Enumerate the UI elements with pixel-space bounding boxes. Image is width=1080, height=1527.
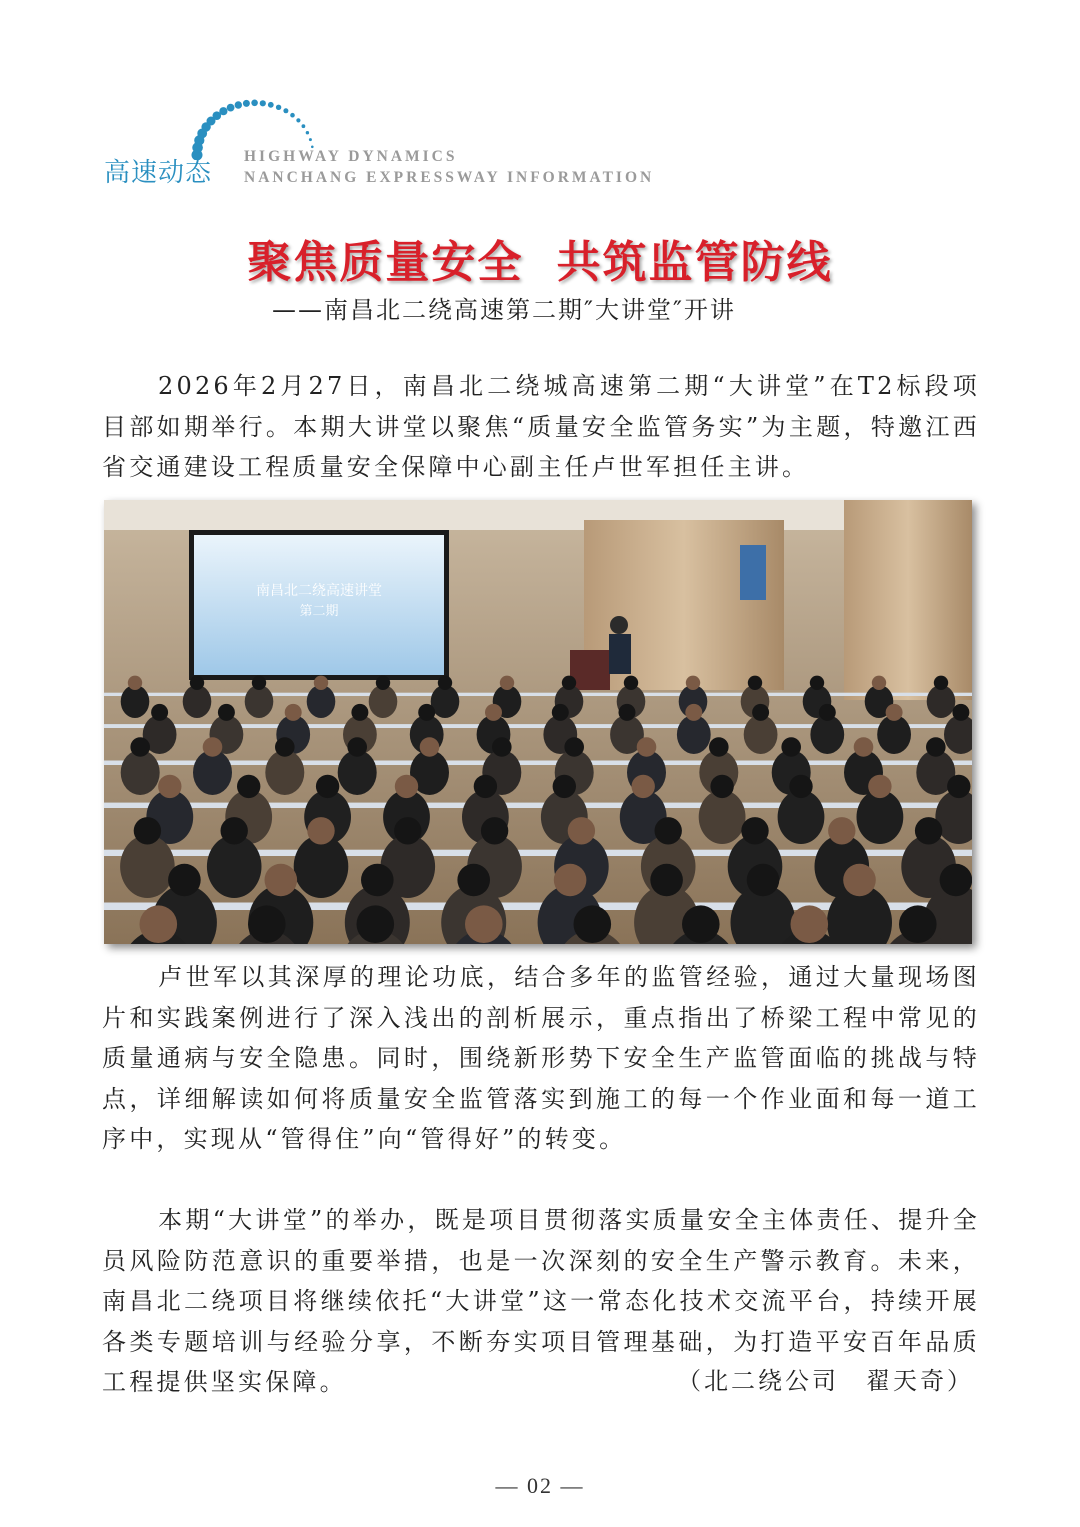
audience-member-head [481, 817, 508, 844]
audience-member-head [158, 775, 181, 798]
arc-dot [306, 131, 309, 134]
arc-dot [251, 100, 258, 107]
audience-member-head [218, 704, 235, 721]
audience-member-head [685, 704, 702, 721]
audience-member-head [868, 775, 891, 798]
audience-member-head [394, 817, 421, 844]
audience-member-head [134, 817, 161, 844]
audience-member-head [474, 775, 497, 798]
audience-member-head [564, 737, 584, 757]
audience-member-head [248, 905, 286, 943]
audience-member-head [237, 775, 260, 798]
audience-member-head [376, 676, 390, 690]
audience-member-head [357, 905, 395, 943]
audience-member-head [899, 905, 937, 943]
author-credit: （北二绕公司 翟天奇） [677, 1367, 974, 1395]
arc-dot [302, 124, 306, 128]
audience-member-head [203, 737, 223, 757]
audience-member-head [568, 817, 595, 844]
audience-member-head [710, 775, 733, 798]
audience-member-head [854, 737, 874, 757]
audience-member-head [789, 775, 812, 798]
paragraph-1 [102, 366, 980, 488]
audience-member-head [747, 864, 780, 897]
screen-text-2: 第二期 [299, 604, 339, 619]
audience-member-head [709, 737, 729, 757]
audience-member-head [947, 775, 970, 798]
audience-member-head [872, 676, 886, 690]
section-en-line-2: NANCHANG EXPRESSWAY INFORMATION [244, 169, 655, 186]
audience-member-head [151, 704, 168, 721]
audience-member-head [553, 775, 576, 798]
audience-member-head [485, 704, 502, 721]
audience-member-head [915, 817, 942, 844]
audience-member-head [926, 737, 946, 757]
paragraph-3-text: 本期“大讲堂”的举办，既是项目贯彻落实质量安全主体责任、提升全员风险防范意识的重要举措，也是一次深刻的安全生产警示教育。未来，南昌北二绕项目将继续依托“大讲堂”这一常态化技术交流平台，持续开展各类专题培训与经验分享，不断夯实项目管理基础，为打造平安百年品质工程提供坚实保障。 [102, 1206, 980, 1396]
audience-member-head [741, 817, 768, 844]
audience-member-head [221, 817, 248, 844]
audience-member-head [554, 864, 587, 897]
arc-dot [235, 101, 242, 108]
audience-member-head [465, 905, 503, 943]
table-row [104, 693, 972, 696]
audience-member-head [934, 676, 948, 690]
audience-member-head [361, 864, 394, 897]
audience-member-head [650, 864, 683, 897]
audience-member-head [562, 676, 576, 690]
audience-member-head [252, 676, 266, 690]
audience-member-head [285, 704, 302, 721]
paragraph-1-text: 2026年2月27日，南昌北二绕城高速第二期“大讲堂”在T2标段项目部如期举行。本期大讲堂以聚焦“质量安全监管务实”为主题，特邀江西省交通建设工程质量安全保障中心副主任卢世军担任主讲。 [102, 372, 980, 481]
audience-member-head [140, 905, 178, 943]
audience-member-head [781, 737, 801, 757]
audience-member-head [637, 737, 657, 757]
audience-member-head [655, 817, 682, 844]
paragraph-2 [102, 957, 980, 1160]
audience-member-head [492, 737, 512, 757]
section-subtitle-en [244, 146, 654, 188]
audience-member-head [619, 704, 636, 721]
arc-dot [268, 102, 274, 108]
arc-dot [290, 113, 295, 118]
audience-member-head [168, 864, 201, 897]
lecture-photo [104, 500, 972, 944]
audience-member-head [752, 704, 769, 721]
arc-dot [243, 100, 250, 107]
audience-member-head [686, 676, 700, 690]
audience-member-head [351, 704, 368, 721]
article-subtitle: ——南昌北二绕高速第二期″大讲堂″开讲 [272, 296, 736, 324]
audience-member-head [265, 864, 298, 897]
screen-text-1: 南昌北二绕高速讲堂 [256, 583, 382, 599]
audience-member-head [940, 864, 972, 897]
audience-member-head [314, 676, 328, 690]
section-en-line-1: HIGHWAY DYNAMICS [244, 148, 458, 165]
audience-member-head [190, 676, 204, 690]
arc-dot [219, 107, 227, 115]
audience-member-head [886, 704, 903, 721]
article-title: 聚焦质量安全 共筑监管防线 [247, 237, 833, 288]
audience-member-head [307, 817, 334, 844]
audience-member-head [418, 704, 435, 721]
audience-member-head [843, 864, 876, 897]
audience-member-head [438, 676, 452, 690]
audience-member-head [316, 775, 339, 798]
lecture-hall-image [104, 500, 972, 944]
paragraph-2-text: 卢世军以其深厚的理论功底，结合多年的监管经验，通过大量现场图片和实践案例进行了深入浅出的剖析展示，重点指出了桥梁工程中常见的质量通病与安全隐患。同时，围绕新形势下安全生产监管面临的挑战与特点，详细解读如何将质量安全监管落实到施工的每一个作业面和每一道工序中，实现从“管得住”向“管得好”的转变。 [102, 963, 980, 1153]
page-number: — 02 — [495, 1473, 585, 1498]
arc-dot [283, 108, 288, 113]
audience-member-head [128, 676, 142, 690]
audience-member-head [130, 737, 150, 757]
page-header [0, 0, 1080, 200]
table-row [104, 761, 972, 766]
audience-member-head [347, 737, 367, 757]
arc-dot [227, 104, 235, 112]
section-title: 高速动态 [104, 158, 213, 188]
audience-member-head [395, 775, 418, 798]
audience-member-head [791, 905, 829, 943]
audience-member-head [574, 905, 612, 943]
audience-member-head [952, 704, 969, 721]
audience-member-head [828, 817, 855, 844]
audience-member-head [500, 676, 514, 690]
audience-member-head [552, 704, 569, 721]
arc-dot [296, 118, 300, 122]
arc-dot [309, 138, 312, 141]
audience-member-head [748, 676, 762, 690]
audience-member-head [457, 864, 490, 897]
audience-member-head [632, 775, 655, 798]
audience-member-head [682, 905, 720, 943]
audience-member-head [810, 676, 824, 690]
arc-dot [276, 105, 281, 110]
audience-member-head [275, 737, 295, 757]
audience-member-head [819, 704, 836, 721]
audience-member-head [420, 737, 440, 757]
arc-dot [260, 100, 266, 106]
audience-member-head [624, 676, 638, 690]
